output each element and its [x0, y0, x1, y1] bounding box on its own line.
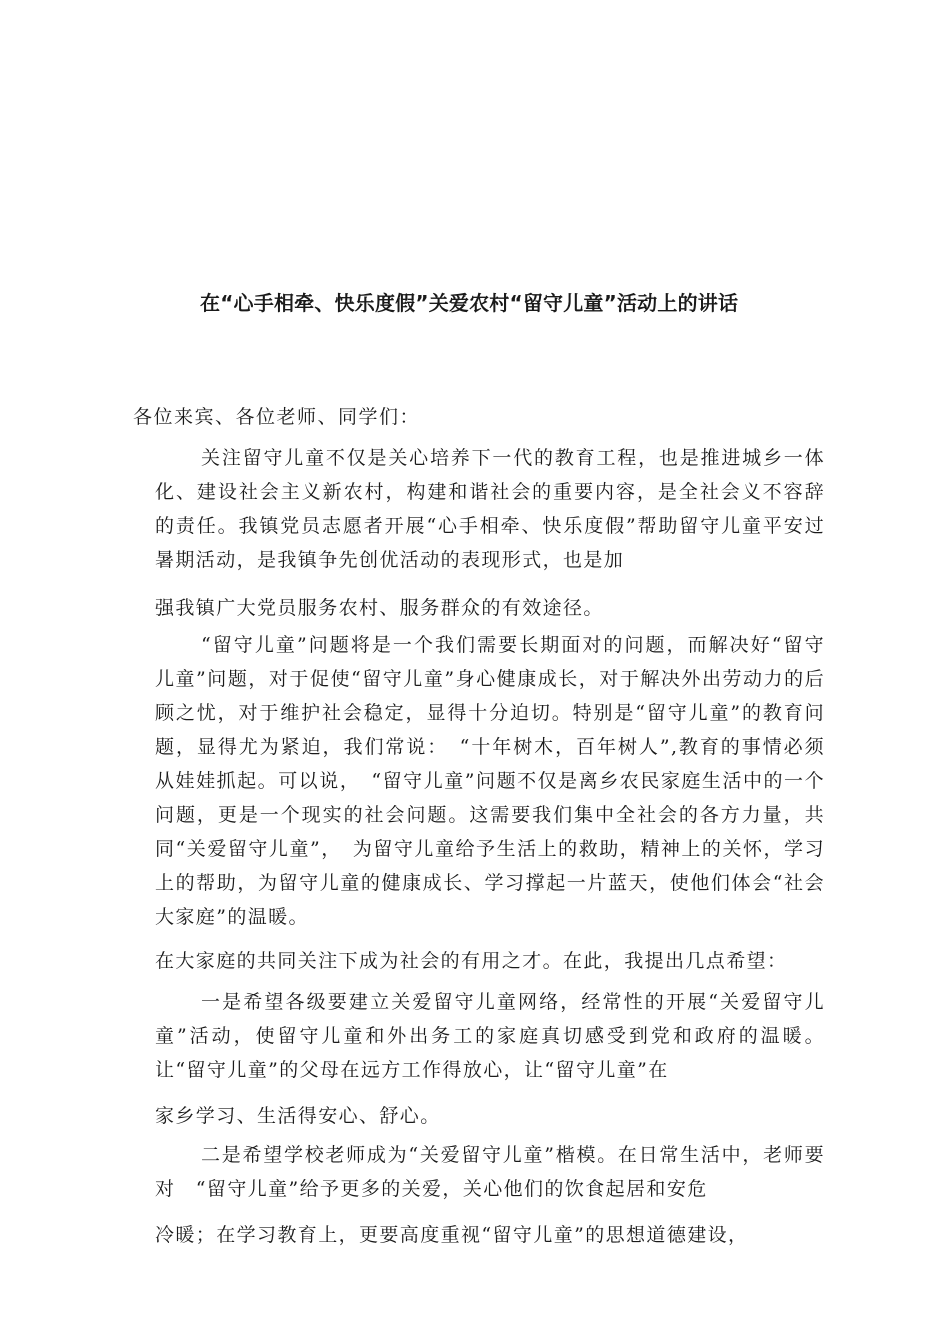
document-title: 在“心手相牵、快乐度假”关爱农村“留守儿童”活动上的讲话 [200, 291, 739, 315]
paragraph-4-body: 二是希望学校老师成为“关爱留守儿童”楷模。在日常生活中，老师要对 “留守儿童”给予更多的关爱，关心他们的饮食起居和安危 [155, 1144, 825, 1200]
paragraph-2-body: “留守儿童”问题将是一个我们需要长期面对的问题，而解决好“留守儿童”问题，对于促使“留守儿童”身心健康成长，对于解决外出劳动力的后顾之忧，对于维护社会稳定，显得十分迫切。特别是“留守儿童”的教育问题，显得尤为紧迫，我们常说： “十年树木，百年树人”,教育的事情必须从娃娃抓起。可以说， “留守儿童”问题不仅是离乡农民家庭生活中的一个问题，更是一个现实的社会问题。这需要我们集中全社会的各方力量，共同“关爱留守儿童”， 为留守儿童给予生活上的救助，精神上的关怀，学习上的帮助，为留守儿童的健康成长、学习撑起一片蓝天，使他们体会“社会大家庭”的温暖。 [155, 634, 825, 928]
paragraph-1 [155, 441, 825, 625]
paragraph-1-body: 关注留守儿童不仅是关心培养下一代的教育工程，也是推进城乡一体化、建设社会主义新农村，构建和谐社会的重要内容，是全社会义不容辞的责任。我镇党员志愿者开展“心手相牵、快乐度假”帮助留守儿童平安过暑期活动，是我镇争先创优活动的表现形式，也是加 [155, 447, 825, 571]
paragraph-4-last-line: 冷暖；在学习教育上，更要高度重视“留守儿童”的思想道德建设， [155, 1224, 749, 1246]
salutation: 各位来宾、各位老师、同学们： [133, 406, 421, 428]
paragraph-4 [155, 1138, 825, 1252]
paragraph-3 [155, 985, 825, 1133]
paragraph-1-last-line: 强我镇广大党员服务农村、服务群众的有效途径。 [155, 597, 604, 619]
paragraph-2 [155, 628, 825, 978]
paragraph-2-last-line: 在大家庭的共同关注下成为社会的有用之才。在此，我提出几点希望： [155, 950, 788, 972]
paragraph-3-body: 一是希望各级要建立关爱留守儿童网络，经常性的开展“关爱留守儿童”活动，使留守儿童和外出务工的家庭真切感受到党和政府的温暖。让“留守儿童”的父母在远方工作得放心，让“留守儿童”在 [155, 991, 825, 1081]
paragraph-3-last-line: 家乡学习、生活得安心、舒心。 [155, 1105, 441, 1127]
